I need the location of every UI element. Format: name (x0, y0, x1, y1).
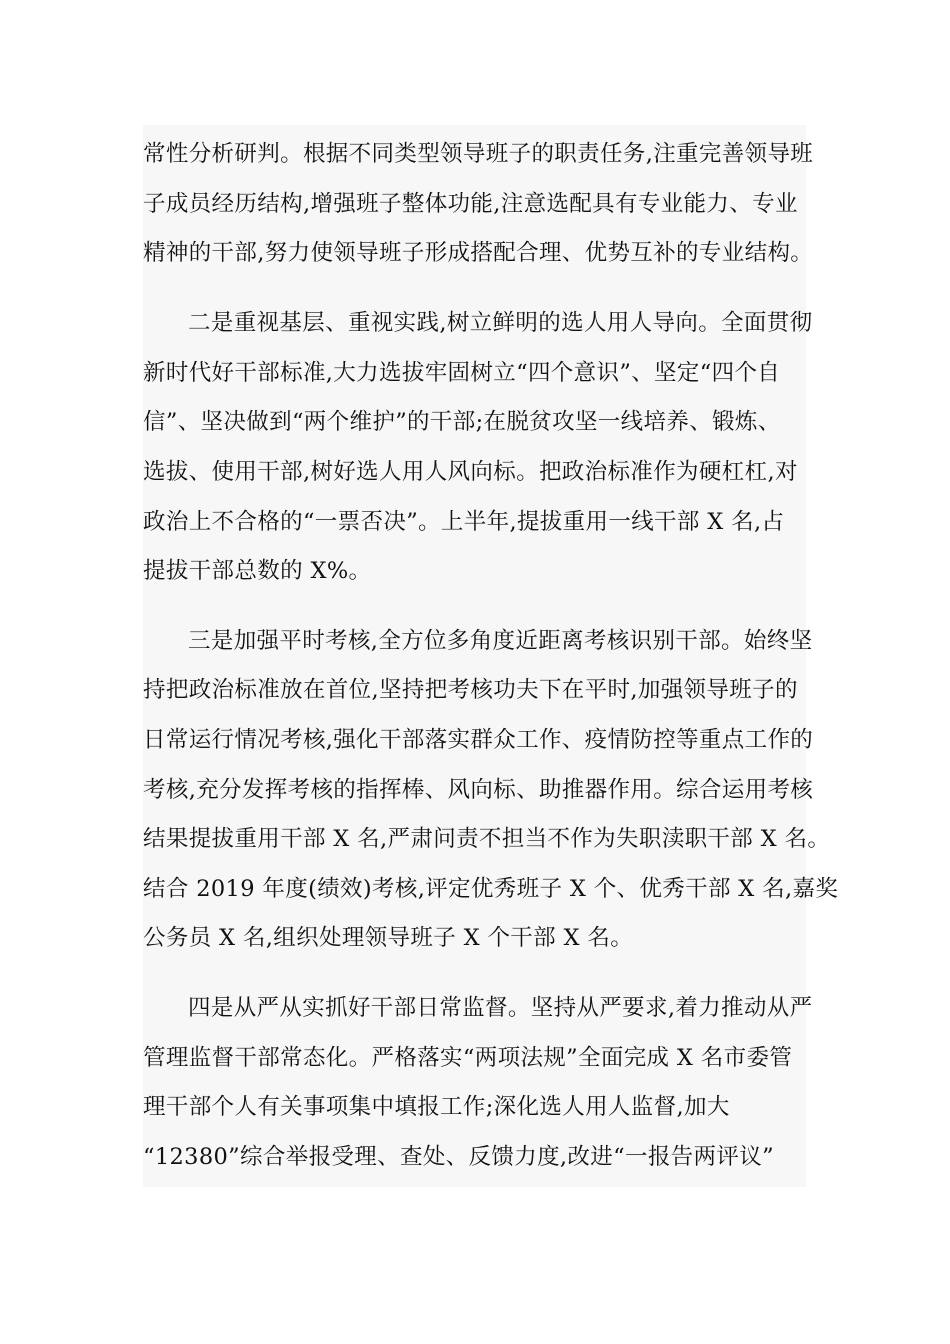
paragraph-4-line-1: 四是从严从实抓好干部日常监督。坚持从严要求,着力推动从严 (188, 995, 813, 1021)
paragraph-3-line-6: 结合 2019 年度(绩效)考核,评定优秀班子 X 个、优秀干部 X 名,嘉奖 (143, 876, 839, 902)
paragraph-4-line-4: “12380”综合举报受理、查处、反馈力度,改进“一报告两评议” (143, 1144, 774, 1170)
paragraph-2-line-2: 新时代好干部标准,大力选拔牢固树立“四个意识”、坚定“四个自 (143, 360, 781, 386)
paragraph-2-line-6: 提拔干部总数的 X%。 (143, 558, 372, 584)
paragraph-2-line-5: 政治上不合格的“一票否决”。上半年,提拔重用一线干部 X 名,占 (143, 509, 785, 535)
paragraph-2-line-3: 信”、坚决做到“两个维护”的干部;在脱贫攻坚一线培养、锻炼、 (143, 409, 781, 435)
paragraph-3-line-3: 日常运行情况考核,强化干部落实群众工作、疫情防控等重点工作的 (143, 727, 814, 753)
paragraph-1-line-2: 子成员经历结构,增强班子整体功能,注意选配具有专业能力、专业 (143, 191, 798, 217)
paragraph-3-line-7: 公务员 X 名,组织处理领导班子 X 个干部 X 名。 (143, 925, 634, 951)
paragraph-4-line-2: 管理监督干部常态化。严格落实“两项法规”全面完成 X 名市委管 (143, 1045, 793, 1071)
paragraph-2-line-1: 二是重视基层、重视实践,树立鲜明的选人用人导向。全面贯彻 (188, 310, 813, 336)
paragraph-4-line-3: 理干部个人有关事项集中填报工作;深化选人用人监督,加大 (143, 1094, 730, 1120)
paragraph-2-line-4: 选拔、使用干部,树好选人用人风向标。把政治标准作为硬杠杠,对 (143, 459, 798, 485)
paragraph-1-line-3: 精神的干部,努力使领导班子形成搭配合理、优势互补的专业结构。 (143, 240, 814, 266)
paragraph-3-line-4: 考核,充分发挥考核的指挥棒、风向标、助推器作用。综合运用考核 (143, 777, 814, 803)
paragraph-3-line-2: 持把政治标准放在首位,坚持把考核功夫下在平时,加强领导班子的 (143, 677, 798, 703)
paragraph-3-line-1: 三是加强平时考核,全方位多角度近距离考核识别干部。始终坚 (188, 628, 813, 654)
paragraph-3-line-5: 结果提拔重用干部 X 名,严肃问责不担当不作为失职渎职干部 X 名。 (143, 826, 831, 852)
paragraph-1-line-1: 常性分析研判。根据不同类型领导班子的职责任务,注重完善领导班 (143, 141, 814, 167)
